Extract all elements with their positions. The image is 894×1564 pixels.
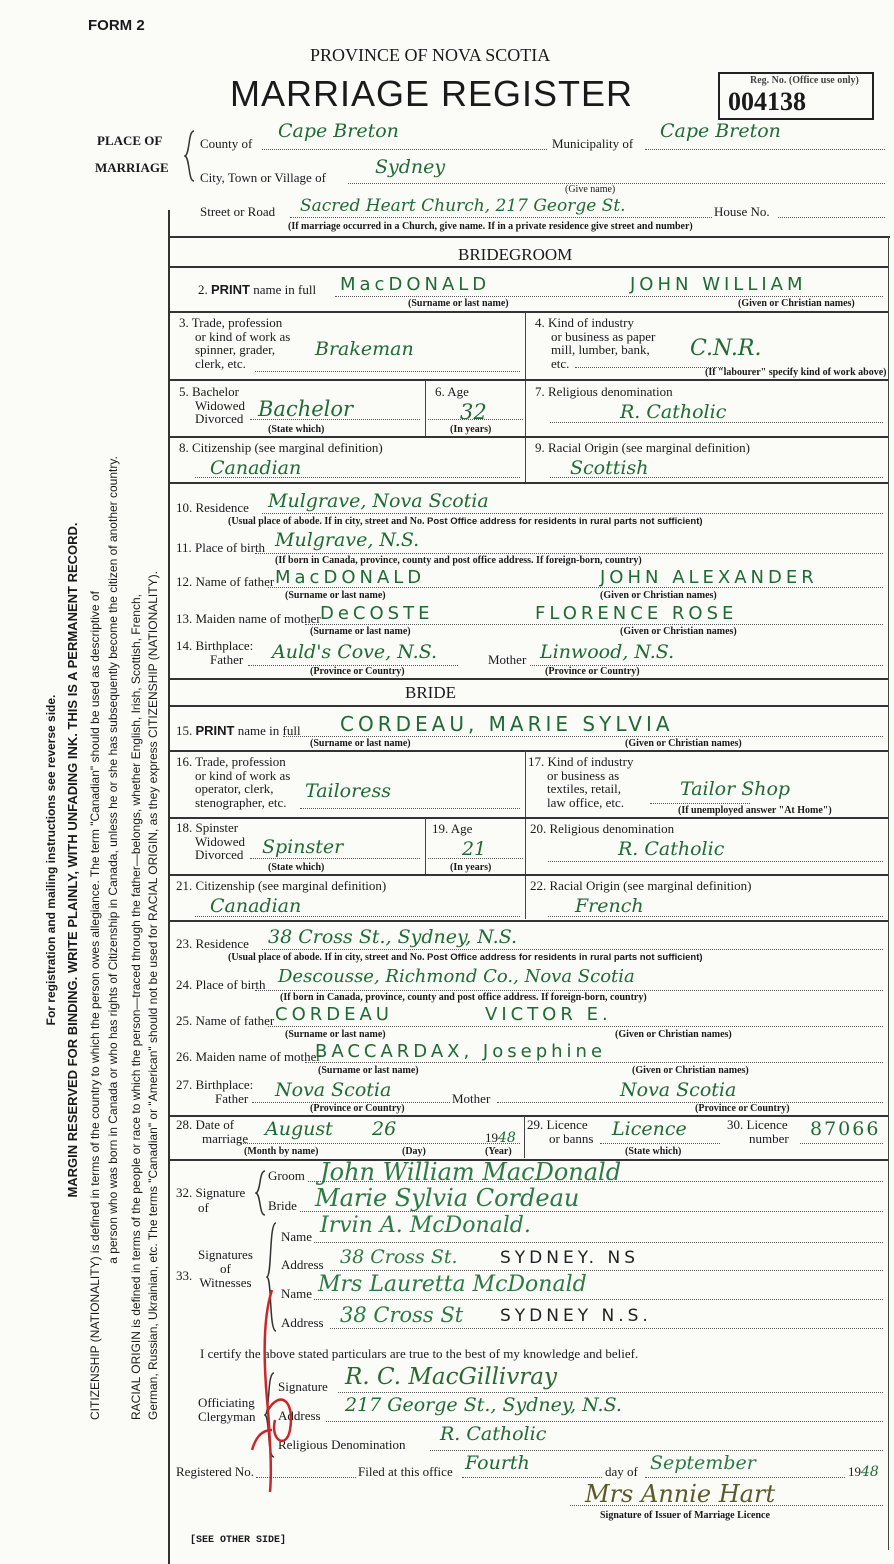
banns-label: 29. Licence or banns: [527, 1117, 594, 1146]
groom-industry-label: 4. Kind of industry or business as paper mill, lumber, bank, etc.: [535, 315, 656, 371]
witness1-address-label: Address: [281, 1257, 324, 1272]
bride-industry: Tailor Shop: [680, 778, 791, 800]
given-caption: (Given or Christian names): [738, 298, 855, 309]
bride-residence: 38 Cross St., Sydney, N.S.: [268, 926, 518, 948]
witness1-address-city: SYDNEY. NS: [500, 1248, 639, 1268]
bride-father-given: VICTOR E.: [485, 1004, 612, 1025]
clergy-address-label: Address: [278, 1408, 321, 1423]
groom-industry: C.N.R.: [690, 336, 762, 361]
filed-year: 1948: [848, 1464, 879, 1480]
clergy-signature: R. C. MacGillivray: [345, 1364, 557, 1390]
groom-religion: R. Catholic: [620, 401, 727, 423]
surname-caption: (Surname or last name): [310, 738, 411, 749]
in-years-caption: (In years): [450, 424, 492, 435]
certification-text: I certify the above stated particulars are true to the best of my knowledge and belief.: [200, 1346, 639, 1361]
groom-racial-origin: Scottish: [570, 457, 649, 479]
bride-racial-label: 22. Racial Origin (see marginal definition): [530, 878, 752, 893]
city-label: City, Town or Village of: [200, 170, 326, 185]
witness1-name-label: Name: [281, 1229, 313, 1244]
groom-trade-label: 3. Trade, profession or kind of work as spinner, grader, clerk, etc.: [179, 315, 291, 371]
bride-age-label: 19. Age: [432, 821, 473, 836]
bride-birthplace: Descousse, Richmond Co., Nova Scotia: [278, 966, 635, 987]
binding-margin-notes: [40, 300, 165, 1420]
witness1-address-street: 38 Cross St.: [340, 1246, 458, 1268]
marriage-label: MARRIAGE: [95, 160, 169, 175]
groom-status: Bachelor: [258, 397, 354, 421]
witness2-name: Mrs Lauretta McDonald: [318, 1272, 587, 1297]
give-name-caption: (Give name): [565, 184, 616, 195]
bride-heading: BRIDE: [405, 683, 456, 702]
groom-signature: John William MacDonald: [320, 1158, 622, 1186]
witness2-name-label: Name: [281, 1286, 313, 1301]
groom-mother-label: 13. Maiden name of mother: [176, 611, 321, 626]
licence-number-label: 30. Licence number: [727, 1117, 789, 1146]
birth-caption: (If born in Canada, province, county and post office address. If foreign-born, country): [275, 555, 642, 566]
bride-trade-label: 16. Trade, profession or kind of work as operator, clerk, stenographer, etc.: [176, 754, 291, 810]
bridegroom-heading: BRIDEGROOM: [458, 245, 573, 264]
residence-caption: (Usual place of abode. If in city, street and No. Post Office address for residents in rural parts not sufficient): [228, 516, 703, 527]
place-note: (If marriage occurred in a Church, give name. If in a private residence give street and number): [288, 221, 693, 232]
bride-father-birthplace: Nova Scotia: [275, 1079, 392, 1101]
surname-caption: (Surname or last name): [318, 1065, 419, 1076]
given-caption: (Given or Christian names): [620, 626, 737, 637]
witness2-address-label: Address: [281, 1315, 324, 1330]
see-other-side-note: [SEE OTHER SIDE]: [190, 1535, 287, 1546]
margin-racial-def-2: German, Russian, Ukrainian, etc. The terms "Canadian" or "American" should not be used for RACIAL ORIGIN, as they express CITIZENSHIP (NATIONALITY).: [146, 571, 160, 1420]
registered-no-label: Registered No.: [176, 1464, 254, 1479]
in-years-caption: (In years): [450, 862, 492, 873]
groom-label: Groom: [268, 1168, 305, 1183]
bride-religion-label: 20. Religious denomination: [530, 821, 675, 836]
groom-racial-label: 9. Racial Origin (see marginal definition): [535, 440, 750, 455]
groom-citizenship-label: 8. Citizenship (see marginal definition): [179, 440, 383, 455]
filed-label: Filed at this office: [358, 1464, 453, 1479]
brace-icon: [255, 1170, 267, 1216]
house-no-label: House No.: [714, 204, 770, 219]
licence-number: 87066: [810, 1118, 881, 1140]
form-number: FORM 2: [88, 17, 145, 34]
groom-mother-given: FLORENCE ROSE: [535, 603, 738, 624]
mother-label: Mother: [452, 1091, 491, 1106]
bride-religion: R. Catholic: [618, 838, 725, 860]
bride-father-label: 25. Name of father: [176, 1013, 275, 1028]
groom-father-birthplace: Auld's Cove, N.S.: [272, 641, 438, 663]
bride-label: Bride: [268, 1198, 297, 1213]
margin-citizenship-def: CITIZENSHIP (NATIONALITY) is defined in terms of the country to which the person owes allegiance. The term "Canadian" should be used as descriptive of: [88, 591, 102, 1420]
street-value: Sacred Heart Church, 217 George St.: [300, 196, 626, 216]
municipality-label: Municipality of: [552, 136, 634, 151]
bride-birthplace-parents-label: 27. Birthplace:: [176, 1077, 254, 1092]
bride-name: CORDEAU, MARIE SYLVIA: [340, 712, 674, 736]
groom-status-label: 5. Bachelor Widowed Divorced: [179, 384, 246, 426]
signature-of-label: 32. Signature of: [176, 1185, 246, 1215]
state-which-caption: (State which): [268, 424, 325, 435]
clergyman-label: Officiating Clergyman: [198, 1395, 256, 1424]
marriage-year: 1948: [485, 1130, 516, 1146]
clergy-denomination-label: Religious Denomination: [278, 1437, 406, 1452]
mother-label: Mother: [488, 652, 527, 667]
bride-racial-origin: French: [575, 895, 644, 917]
bride-citizenship-label: 21. Citizenship (see marginal definition): [176, 878, 387, 893]
groom-residence-label: 10. Residence: [176, 500, 249, 515]
page-title: MARRIAGE REGISTER: [230, 73, 634, 114]
place-label: PLACE OF: [97, 133, 163, 148]
groom-age: 32: [460, 400, 487, 424]
bride-signature: Marie Sylvia Cordeau: [315, 1184, 580, 1212]
reg-no-value: 004138: [728, 87, 806, 116]
state-which-caption: (State which): [268, 862, 325, 873]
month-caption: (Month by name): [244, 1146, 319, 1157]
bride-industry-label: 17. Kind of industry or business as textiles, retail, law office, etc.: [528, 754, 634, 810]
witness2-address-city: SYDNEY N.S.: [500, 1306, 652, 1326]
province-caption: (Province or Country): [545, 666, 640, 677]
bride-mother-name: BACCARDAX, Josephine: [315, 1041, 607, 1062]
clergy-address: 217 George St., Sydney, N.S.: [345, 1394, 622, 1416]
issuer-caption: Signature of Issuer of Marriage Licence: [600, 1510, 770, 1521]
groom-mother-birthplace: Linwood, N.S.: [540, 641, 675, 663]
bride-residence-label: 23. Residence: [176, 936, 249, 951]
filed-day: Fourth: [465, 1452, 530, 1474]
given-caption: (Given or Christian names): [625, 738, 742, 749]
groom-birthplace: Mulgrave, N.S.: [275, 529, 420, 551]
witnesses-label: Signatures of Witnesses: [198, 1247, 253, 1290]
birth-caption: (If born in Canada, province, county and post office address. If foreign-born, country): [280, 992, 647, 1003]
brace-icon: [184, 130, 196, 182]
groom-given-names: JOHN WILLIAM: [630, 274, 807, 295]
bride-status-label: 18. Spinster Widowed Divorced: [176, 820, 246, 862]
reg-no-label: Reg. No. (Office use only): [750, 75, 859, 86]
clergy-denomination: R. Catholic: [440, 1423, 547, 1445]
bride-birthplace-label: 24. Place of birth: [176, 977, 266, 992]
margin-instructions: For registration and mailing instructions see reverse side.: [44, 694, 58, 1026]
surname-caption: (Surname or last name): [285, 590, 386, 601]
street-label: Street or Road: [200, 204, 276, 219]
bride-status: Spinster: [262, 836, 344, 858]
marriage-month: August: [265, 1118, 333, 1140]
groom-name-label: 2. PRINT name in full: [198, 282, 317, 297]
filed-month: September: [650, 1452, 756, 1474]
issuer-signature: Mrs Annie Hart: [585, 1480, 776, 1508]
groom-birthplace-parents-label: 14. Birthplace:: [176, 638, 254, 653]
day-caption: (Day): [402, 1146, 426, 1157]
groom-religion-label: 7. Religious denomination: [535, 384, 673, 399]
groom-surname: MacDONALD: [340, 274, 491, 295]
state-which-caption: (State which): [625, 1146, 682, 1157]
city-value: Sydney: [375, 156, 446, 178]
groom-father-surname: MacDONALD: [275, 567, 426, 588]
labourer-caption: (If "labourer" specify kind of work above): [705, 367, 887, 378]
province-caption: (Province or Country): [695, 1103, 790, 1114]
clergy-signature-label: Signature: [278, 1379, 328, 1394]
bride-father-surname: CORDEAU: [275, 1004, 393, 1025]
bride-mother-label: 26. Maiden name of mother: [176, 1049, 321, 1064]
province-heading: PROVINCE OF NOVA SCOTIA: [310, 45, 551, 65]
groom-trade: Brakeman: [315, 338, 414, 360]
groom-age-label: 6. Age: [435, 384, 469, 399]
bride-name-label: 15. PRINT name in full: [176, 723, 301, 738]
groom-mother-surname: DeCOSTE: [320, 603, 434, 624]
county-label: County of: [200, 136, 253, 151]
groom-father-given: JOHN ALEXANDER: [600, 567, 818, 588]
given-caption: (Given or Christian names): [632, 1065, 749, 1076]
margin-binding-note: MARGIN RESERVED FOR BINDING. WRITE PLAINLY, WITH UNFADING INK. THIS IS A PERMANENT RECORD.: [65, 522, 80, 1198]
day-of-label: day of: [605, 1464, 638, 1479]
bride-mother-birthplace: Nova Scotia: [620, 1079, 737, 1101]
father-label: Father: [210, 652, 244, 667]
province-caption: (Province or Country): [310, 1103, 405, 1114]
surname-caption: (Surname or last name): [285, 1029, 386, 1040]
unemployed-caption: (If unemployed answer "At Home"): [678, 805, 832, 816]
licence-or-banns: Licence: [612, 1118, 687, 1140]
margin-racial-def: RACIAL ORIGIN is defined in terms of the people or race to which the person—traced through the father—belongs, whether English, Irish, Scottish, French,: [129, 594, 143, 1420]
surname-caption: (Surname or last name): [408, 298, 509, 309]
margin-citizenship-def-2: a person who was born in Canada or who has rights of Citizenship in Canada, unless he or she has subsequently become the citizen of another country.: [106, 456, 120, 1264]
red-registrar-mark-icon: [250, 1280, 313, 1500]
marriage-day: 26: [372, 1118, 397, 1140]
municipality-value: Cape Breton: [660, 120, 781, 142]
bride-trade: Tailoress: [305, 780, 391, 802]
province-caption: (Province or Country): [310, 666, 405, 677]
bride-age: 21: [462, 838, 487, 860]
bride-citizenship: Canadian: [210, 895, 302, 917]
marriage-date-label: 28. Date of marriage: [176, 1117, 249, 1146]
surname-caption: (Surname or last name): [310, 626, 411, 637]
groom-residence: Mulgrave, Nova Scotia: [268, 490, 489, 512]
year-caption: (Year): [485, 1146, 512, 1157]
witnesses-number: 33.: [176, 1268, 193, 1283]
witness1-name: Irvin A. McDonald.: [320, 1213, 531, 1238]
groom-father-label: 12. Name of father: [176, 574, 275, 589]
given-caption: (Given or Christian names): [600, 590, 717, 601]
reg-no-box: [718, 72, 874, 120]
county-value: Cape Breton: [278, 120, 399, 142]
father-label: Father: [215, 1091, 249, 1106]
groom-citizenship: Canadian: [210, 457, 302, 479]
witness2-address-street: 38 Cross St: [340, 1303, 464, 1327]
given-caption: (Given or Christian names): [615, 1029, 732, 1040]
groom-birthplace-label: 11. Place of birth: [176, 540, 266, 555]
residence-caption: (Usual place of abode. If in city, street and No. Post Office address for residents in rural parts not sufficient): [228, 952, 703, 963]
